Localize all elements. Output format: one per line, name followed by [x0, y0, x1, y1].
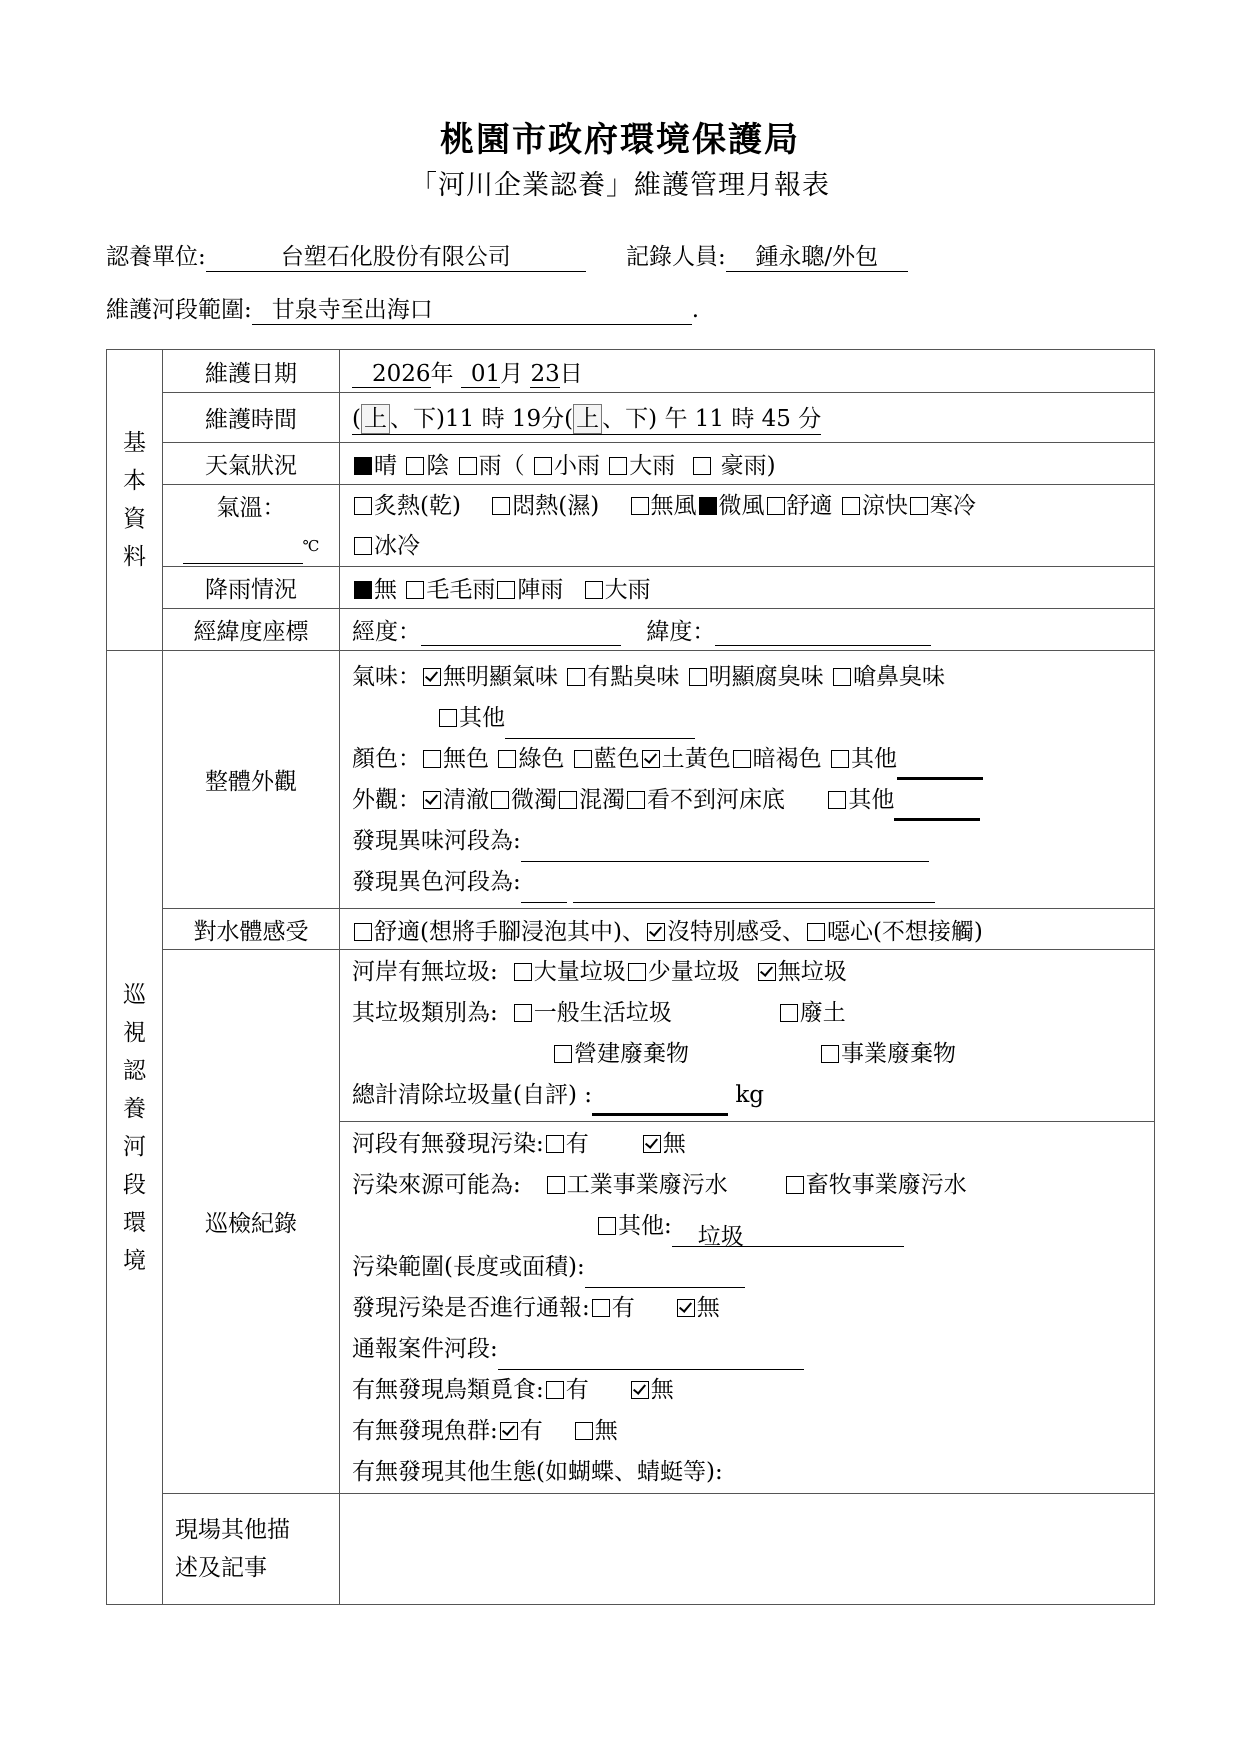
weather-light-rain-checkbox[interactable] — [534, 457, 552, 475]
weather-heavy-rain-checkbox[interactable] — [609, 457, 627, 475]
weather-rain-checkbox[interactable] — [459, 457, 477, 475]
report-case-field[interactable] — [498, 1345, 804, 1370]
feel-comfortable-checkbox[interactable] — [354, 923, 372, 941]
color-dark-brown-checkbox[interactable] — [733, 750, 751, 768]
source-industrial-checkbox[interactable] — [547, 1176, 565, 1194]
maintenance-date-label: 維護日期 — [163, 350, 340, 393]
color-none-checkbox[interactable] — [423, 750, 441, 768]
trash-amount-field[interactable] — [592, 1089, 728, 1116]
bird-no-checkbox[interactable] — [631, 1381, 649, 1399]
temp-hot-humid-checkbox[interactable] — [492, 497, 510, 515]
report-table — [106, 349, 1155, 1605]
color-other-checkbox[interactable] — [831, 750, 849, 768]
adoption-unit-field[interactable]: 台塑石化股份有限公司 — [206, 238, 586, 272]
page-title: 桃園市政府環境保護局 — [440, 120, 800, 160]
smell-none-checkbox[interactable] — [423, 668, 441, 686]
source-other-field[interactable]: 垃圾 — [672, 1217, 904, 1247]
temp-cool-checkbox[interactable] — [842, 497, 860, 515]
fish-no-checkbox[interactable] — [575, 1422, 593, 1440]
temp-freezing-checkbox[interactable] — [354, 537, 372, 555]
smell-pungent-checkbox[interactable] — [833, 668, 851, 686]
look-other-checkbox[interactable] — [828, 791, 846, 809]
pollution-yes-checkbox[interactable] — [546, 1135, 564, 1153]
water-feeling-label: 對水體感受 — [163, 909, 340, 950]
coordinates-label: 經緯度座標 — [163, 609, 340, 651]
bird-yes-checkbox[interactable] — [546, 1381, 564, 1399]
look-clear-checkbox[interactable] — [423, 791, 441, 809]
look-turbid-checkbox[interactable] — [559, 791, 577, 809]
smell-slight-checkbox[interactable] — [567, 668, 585, 686]
recorder-label: 記錄人員: — [626, 244, 726, 270]
pollution-block: 河段有無發現污染: 有 無 污染來源可能為: 工業事業廢污水 畜牧事業廢污水 其他: 垃圾 污染範圍(長度或面積): 發現污染是否進行通報: 有 無 通報案件河段: 有無發現鳥類覓食: 有 無 有無發現魚群: 有 無 有無發現其他生態(如蝴蝶、蜻蜓等): — [352, 1131, 967, 1485]
appearance-label: 整體外觀 — [163, 651, 340, 909]
trash-industrial-checkbox[interactable] — [821, 1045, 839, 1063]
trash-construction-checkbox[interactable] — [554, 1045, 572, 1063]
notes-label: 現場其他描 述及記事 — [163, 1494, 340, 1605]
smell-other-field[interactable] — [505, 714, 695, 739]
color-green-checkbox[interactable] — [498, 750, 516, 768]
smell-rotten-checkbox[interactable] — [689, 668, 707, 686]
am-marker-start: 上 — [361, 404, 390, 434]
rainfall-label: 降雨情況 — [163, 567, 340, 609]
temp-breeze-checkbox[interactable] — [699, 497, 717, 515]
weather-options: 晴 陰 雨（ 小雨 大雨 豪雨) — [340, 443, 1155, 485]
report-yes-checkbox[interactable] — [592, 1299, 610, 1317]
maintenance-range-field[interactable]: 甘泉寺至出海口 — [252, 291, 692, 325]
weather-label: 天氣狀況 — [163, 443, 340, 485]
trash-large-checkbox[interactable] — [514, 963, 532, 981]
notes-field[interactable] — [340, 1494, 1155, 1605]
color-other-field[interactable] — [897, 753, 983, 780]
maintenance-range-label: 維護河段範圍: — [106, 297, 252, 323]
source-other-checkbox[interactable] — [598, 1217, 616, 1235]
color-blue-checkbox[interactable] — [574, 750, 592, 768]
weather-sunny-checkbox[interactable] — [354, 457, 372, 475]
weather-storm-checkbox[interactable] — [693, 457, 711, 475]
trash-soil-checkbox[interactable] — [780, 1004, 798, 1022]
rain-drizzle-checkbox[interactable] — [406, 581, 424, 599]
trash-small-checkbox[interactable] — [628, 963, 646, 981]
trash-household-checkbox[interactable] — [514, 1004, 532, 1022]
fish-yes-checkbox[interactable] — [500, 1422, 518, 1440]
recorder-field[interactable]: 鍾永聰/外包 — [726, 238, 908, 272]
adoption-unit-label: 認養單位: — [106, 244, 206, 270]
inspection-record-label: 巡檢紀錄 — [163, 950, 340, 1494]
temp-cold-checkbox[interactable] — [910, 497, 928, 515]
temp-comfortable-checkbox[interactable] — [767, 497, 785, 515]
adoption-unit-row — [106, 238, 586, 272]
water-feeling-options: 舒適(想將手腳浸泡其中)、 沒特別感受、 噁心(不想接觸) — [340, 909, 1155, 950]
rainfall-options: 無 毛毛雨 陣雨 大雨 — [340, 567, 1155, 609]
page-subtitle: 「河川企業認養」維護管理月報表 — [410, 170, 830, 201]
temp-hot-dry-checkbox[interactable] — [354, 497, 372, 515]
coordinates-field: 經度： 緯度： — [340, 609, 1155, 651]
maintenance-range-row: 維護河段範圍: 甘泉寺至出海口 . — [106, 291, 699, 325]
temp-no-wind-checkbox[interactable] — [631, 497, 649, 515]
rain-none-checkbox[interactable] — [354, 581, 372, 599]
recorder-row — [626, 238, 908, 272]
color-section-field[interactable] — [573, 878, 935, 903]
smell-section-field[interactable] — [521, 837, 929, 862]
trash-block: 河岸有無垃圾: 大量垃圾 少量垃圾 無垃圾 其垃圾類別為: 一般生活垃圾 廢土 營建廢棄物 事業廢棄物 總計清除垃圾量(自評) : kg — [340, 950, 1154, 1122]
smell-other-checkbox[interactable] — [439, 709, 457, 727]
rain-shower-checkbox[interactable] — [497, 581, 515, 599]
source-livestock-checkbox[interactable] — [786, 1176, 804, 1194]
latitude-field[interactable] — [715, 621, 931, 646]
weather-cloudy-checkbox[interactable] — [406, 457, 424, 475]
maintenance-time-field[interactable]: ( 上 、下)11 時 19分( 上 、下) 午 11 時 45 分 — [340, 393, 1155, 443]
maintenance-time-label: 維護時間 — [163, 393, 340, 443]
trash-none-checkbox[interactable] — [758, 963, 776, 981]
am-marker-end: 上 — [573, 404, 602, 434]
temperature-options: 炙熱(乾) 悶熱(濕) 無風 微風 舒適 涼快 寒冷 冰冷 — [340, 485, 1155, 567]
maintenance-date-field[interactable]: 2026年 01月 23日 — [340, 350, 1155, 393]
color-earth-yellow-checkbox[interactable] — [642, 750, 660, 768]
basic-info-section-label: 基 本 資 料 — [107, 350, 163, 651]
look-slightly-turbid-checkbox[interactable] — [491, 791, 509, 809]
look-no-riverbed-checkbox[interactable] — [627, 791, 645, 809]
patrol-section-label: 巡 視 認 養 河 段 環 境 — [107, 651, 163, 1605]
inspection-record-cell — [340, 950, 1155, 1494]
feel-disgusted-checkbox[interactable] — [807, 923, 825, 941]
pollution-range-field[interactable] — [585, 1263, 745, 1288]
feel-nothing-checkbox[interactable] — [647, 923, 665, 941]
temperature-field[interactable] — [183, 563, 303, 564]
longitude-field[interactable] — [421, 621, 621, 646]
rain-heavy-checkbox[interactable] — [585, 581, 603, 599]
look-other-field[interactable] — [894, 794, 980, 821]
temperature-label: 氣溫： ℃ — [163, 485, 340, 567]
report-no-checkbox[interactable] — [677, 1299, 695, 1317]
appearance-options: 氣味： 無明顯氣味 有點臭味 明顯腐臭味 嗆鼻臭味 其他 顏色： 無色 綠色 藍色 土黃色 暗褐色 其他 外觀： 清澈 微濁 混濁 看不到河床底 其他 發現異味河段為: 發現異色河段為: — [340, 651, 1155, 909]
pollution-no-checkbox[interactable] — [643, 1135, 661, 1153]
